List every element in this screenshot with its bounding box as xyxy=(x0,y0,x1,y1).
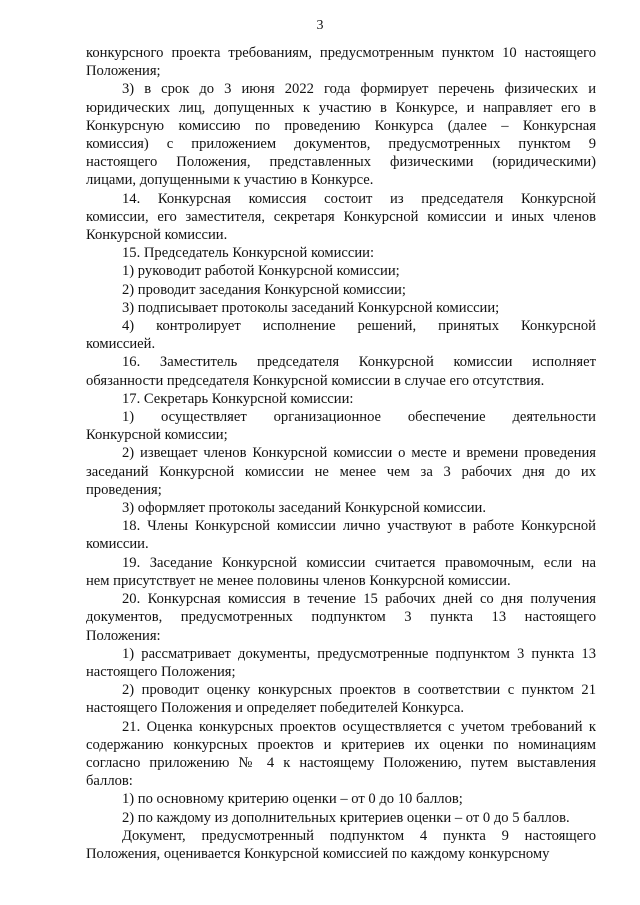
text-line: 2) проводит заседания Конкурсной комиссии; xyxy=(122,281,406,298)
text-line: 1) осуществляет организационное обеспечение деятельности xyxy=(122,409,596,426)
paragraph xyxy=(86,353,596,389)
text-line: 17. Секретарь Конкурсной комиссии: xyxy=(122,390,354,407)
text-line: Положения: xyxy=(86,627,161,644)
text-line: 3) оформляет протоколы заседаний Конкурсной комиссии. xyxy=(122,500,486,517)
text-line: комиссией. xyxy=(86,336,156,353)
paragraph xyxy=(86,444,596,499)
text-line: Положения; xyxy=(86,63,161,80)
text-line: Положения, оценивается Конкурсной комиссией по каждому конкурсному xyxy=(86,845,550,862)
text-line: Документ, предусмотренный подпунктом 4 пункта 9 настоящего xyxy=(122,827,596,844)
text-line: настоящего Положения; xyxy=(86,663,236,680)
paragraph xyxy=(86,590,596,645)
paragraph xyxy=(86,517,596,553)
text-line: 4) контролирует исполнение решений, принятых Конкурсной xyxy=(122,318,596,335)
text-line: Конкурсной комиссии; xyxy=(86,427,228,444)
text-line: конкурсного проекта требованиям, предусмотренным пунктом 10 настоящего xyxy=(86,45,596,61)
paragraph xyxy=(86,317,596,353)
paragraph xyxy=(86,80,596,189)
text-line: 1) руководит работой Конкурсной комиссии; xyxy=(122,263,400,280)
text-line: комиссии. xyxy=(86,536,149,553)
text-line: 16. Заместитель председателя Конкурсной комиссии исполняет xyxy=(122,354,596,371)
text-line: 1) рассматривает документы, предусмотренные подпунктом 3 пункта 13 xyxy=(122,645,596,662)
text-line: комиссия) с приложением документов, предусмотренных пунктом 9 xyxy=(86,136,596,153)
text-line: проведения; xyxy=(86,481,162,498)
text-line: заседаний Конкурсной комиссии не менее чем за 3 рабочих дня до их xyxy=(86,463,596,480)
text-line: лицами, допущенными к участию в Конкурсе. xyxy=(86,172,374,189)
text-line: 2) извещает членов Конкурсной комиссии о месте и времени проведения xyxy=(122,445,596,462)
text-line: 1) по основному критерию оценки – от 0 до 10 баллов; xyxy=(122,791,463,808)
document-body xyxy=(86,44,596,863)
text-line: 20. Конкурсная комиссия в течение 15 рабочих дней со дня получения xyxy=(122,591,596,608)
text-line: 18. Члены Конкурсной комиссии лично участвуют в работе Конкурсной xyxy=(122,518,596,535)
paragraph xyxy=(86,499,596,517)
text-line: 3) подписывает протоколы заседаний Конкурсной комиссии; xyxy=(122,299,500,316)
text-line: документов, предусмотренных подпунктом 3 пункта 13 настоящего xyxy=(86,609,596,626)
paragraph xyxy=(86,44,596,80)
text-line: 19. Заседание Конкурсной комиссии считается правомочным, если на xyxy=(122,554,596,571)
text-line: содержанию конкурсных проектов и критериев их оценки по номинациям xyxy=(86,736,596,753)
text-line: настоящего Положения, представленных физическими (юридическими) xyxy=(86,154,596,171)
text-line: 14. Конкурсная комиссия состоит из председателя Конкурсной xyxy=(122,190,596,207)
text-line: 2) проводит оценку конкурсных проектов в соответствии с пунктом 21 xyxy=(122,682,596,699)
paragraph xyxy=(86,299,596,317)
text-line: комиссии, его заместителя, секретаря Конкурсной комиссии и иных членов xyxy=(86,208,596,225)
paragraph xyxy=(86,809,596,827)
paragraph xyxy=(86,390,596,408)
paragraph xyxy=(86,681,596,717)
paragraph xyxy=(86,281,596,299)
text-line: Конкурсной комиссии. xyxy=(86,227,228,244)
page-number: 3 xyxy=(316,18,324,33)
text-line: нем присутствует не менее половины членов Конкурсной комиссии. xyxy=(86,572,511,589)
paragraph xyxy=(86,244,596,262)
text-line: юридических лиц, допущенных к участию в Конкурсе, и направляет его в xyxy=(86,99,596,116)
text-line: 15. Председатель Конкурсной комиссии: xyxy=(122,245,375,262)
paragraph xyxy=(86,790,596,808)
text-line: 3) в срок до 3 июня 2022 года формирует перечень физических и xyxy=(122,81,596,98)
paragraph xyxy=(86,554,596,590)
paragraph xyxy=(86,718,596,791)
text-line: согласно приложению № 4 к настоящему Положению, путем выставления xyxy=(86,754,596,771)
paragraph xyxy=(86,827,596,863)
paragraph xyxy=(86,645,596,681)
text-line: баллов: xyxy=(86,773,133,790)
paragraph xyxy=(86,408,596,444)
text-line: 2) по каждому из дополнительных критериев оценки – от 0 до 5 баллов. xyxy=(122,809,570,826)
paragraph xyxy=(86,190,596,245)
paragraph xyxy=(86,262,596,280)
text-line: обязанности председателя Конкурсной комиссии в случае его отсутствия. xyxy=(86,372,545,389)
text-line: 21. Оценка конкурсных проектов осуществляется с учетом требований к xyxy=(122,718,596,735)
text-line: Конкурсную комиссию по проведению Конкурса (далее – Конкурсная xyxy=(86,117,596,134)
text-line: настоящего Положения и определяет победителей Конкурса. xyxy=(86,700,465,717)
